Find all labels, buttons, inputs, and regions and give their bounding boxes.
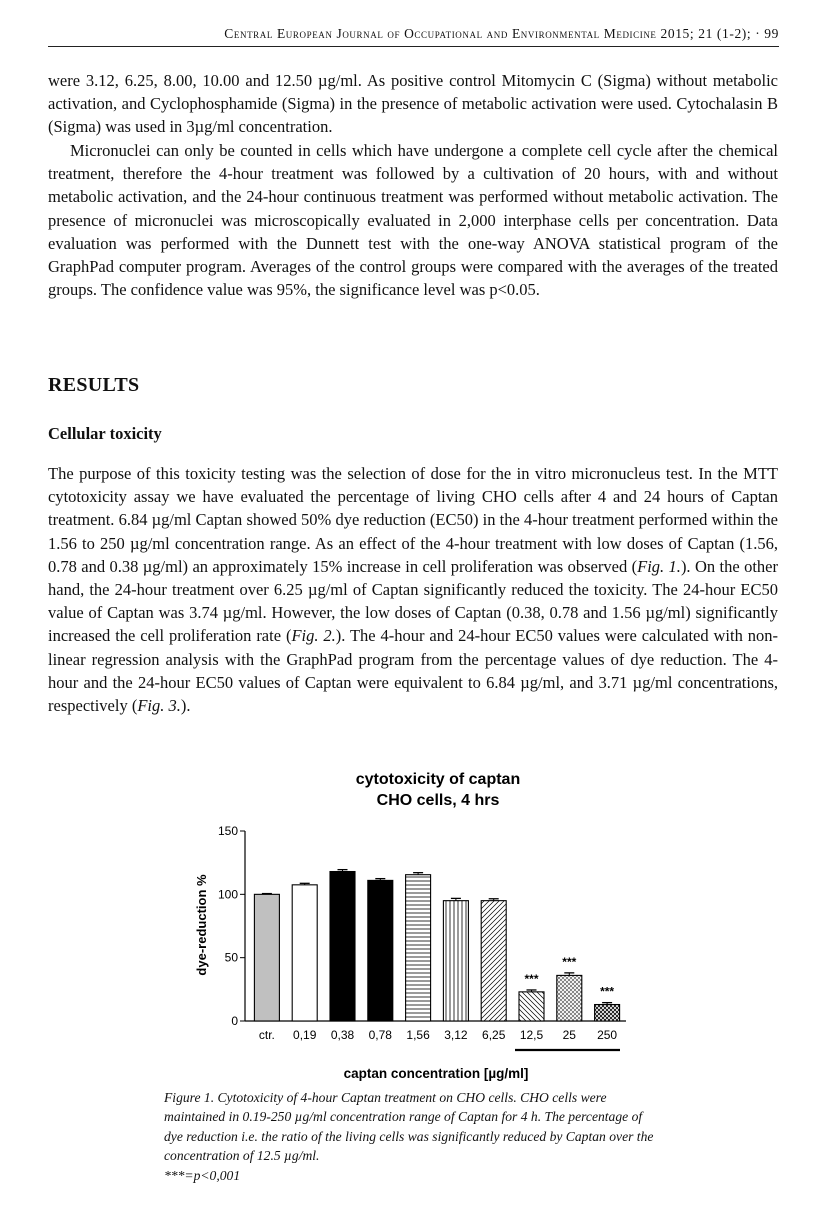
running-header [48, 26, 779, 47]
paragraph-methods-doses: were 3.12, 6.25, 8.00, 10.00 and 12.50 µg/ml. As positive control Mitomycin C (Sigma) without metabolic activation, and Cyclophosphamide (Sigma) in the presence of metabolic activation were used. Cytochalasin B (Sigma) was used in 3µg/ml concentration. [48, 71, 778, 137]
figure-1-bar-chart [185, 760, 655, 1090]
caption-text: Figure 1. Cytotoxicity of 4-hour Captan treatment on CHO cells. CHO cells were maintained in 0.19-250 µg/ml concentration range of Captan for 4 h. The percentage of dye reduction i.e. the ratio of the living cells was significantly reduced by Captan over the concentration of 12.5 µg/ml. [164, 1090, 654, 1164]
running-head-text: Central European Journal of Occupational and Environmental Medicine 2015; 21 (1-2); · 99 [224, 26, 779, 41]
figure-3-reference: Fig. 3. [137, 696, 181, 716]
figure-1-reference: Fig. 1. [637, 556, 681, 576]
y-axis-label: dye-reduction % [194, 874, 209, 976]
bar-8 [519, 992, 544, 1021]
x-tick-label: 0,38 [330, 1028, 355, 1042]
x-axis-label: captan concentration [µg/ml] [343, 1066, 529, 1081]
bar-6 [443, 901, 468, 1021]
significance-marker: *** [562, 954, 577, 969]
y-tick-label: 150 [217, 824, 238, 838]
x-tick-label: 0,19 [293, 1028, 317, 1042]
bar-2 [292, 885, 317, 1021]
paragraph-text-part-4: ). [180, 696, 191, 716]
paragraph-text-part-2: ). On the other hand, the 24-hour treatment over 6.25 µg/ml of Captan significantly reduced the toxicity. The 24-hour EC50 value of Captan was 3.74 µg/ml. However, the low doses of Captan (0.38, 0.78 and 1.56 µg/ml) significantly increased the cell proliferation rate ( [48, 556, 778, 646]
x-tick-label: 1,56 [406, 1028, 430, 1042]
x-tick-label: 3,12 [444, 1028, 468, 1042]
significance-marker: *** [600, 984, 615, 999]
bar-1 [254, 894, 279, 1021]
x-tick-label: 25 [562, 1028, 576, 1042]
chart-title-line-2: CHO cells, 4 hrs [376, 792, 500, 809]
bar-7 [481, 901, 506, 1021]
section-heading-results: RESULTS [48, 374, 140, 396]
paragraph-cellular-toxicity [48, 462, 778, 717]
paragraph-text-part-1: The purpose of this toxicity testing was the selection of dose for the in vitro micronucleus test. In the MTT cytotoxicity assay we have evaluated the percentage of living CHO cells after 4 and 24 hours of Captan treatment. 6.84 µg/ml Captan showed 50% dye reduction (EC50) in the 4-hour treatment performed within the 1.56 to 250 µg/ml concentration range. As an effect of the 4-hour treatment with low doses of Captan (1.56, 0.78 and 0.38 µg/ml) an approximately 15% increase in cell proliferation was observed ( [48, 464, 778, 576]
bar-9 [557, 975, 582, 1021]
figure-2-reference: Fig. 2. [291, 626, 336, 646]
y-tick-label: 50 [224, 950, 238, 965]
paragraph-text-part-3: ). The 4-hour and 24-hour EC50 values were calculated with non-linear regression analysis with the GraphPad program from the percentage values of dye reduction. The 4-hour and the 24-hour EC50 values of Captan were equivalent to 6.84 µg/ml, and 3.71 µg/ml concentrations, respectively ( [48, 626, 778, 716]
y-tick-label: 0 [231, 1014, 238, 1028]
significance-marker: *** [524, 971, 539, 986]
bar-3 [330, 872, 355, 1021]
chart-title-line-1: cytotoxicity of captan [355, 771, 521, 788]
x-tick-label: 6,25 [482, 1028, 506, 1042]
paragraph-micronuclei: Micronuclei can only be counted in cells which have undergone a complete cell cycle after the chemical treatment, therefore the 4-hour treatment was followed by a cultivation of 20 hours, with and without metabolic activation, and the 24-hour continuous treatment was performed without metabolic activation. The presence of micronuclei was microscopically evaluated in 2,000 interphase cells per concentration. Data evaluation was performed with the Dunnett test with the one-way ANOVA statistical program of the GraphPad computer program. Averages of the control groups were compared with the averages of the treated groups. The confidence value was 95%, the significance level was p<0.05. [48, 141, 778, 300]
y-tick-label: 100 [217, 887, 238, 902]
bar-5 [406, 875, 431, 1021]
x-tick-label: 250 [597, 1028, 618, 1042]
x-tick-label: 0,78 [368, 1028, 392, 1042]
subsection-heading-cellular-toxicity: Cellular toxicity [48, 424, 162, 443]
bar-4 [368, 880, 393, 1021]
chart-bars [254, 870, 619, 1021]
bar-10 [595, 1005, 620, 1021]
x-tick-label: ctr. [258, 1028, 275, 1042]
x-tick-label: 12,5 [519, 1028, 544, 1042]
caption-significance-note: ***=p<0,001 [164, 1167, 241, 1183]
figure-1-caption [164, 1088, 664, 1185]
